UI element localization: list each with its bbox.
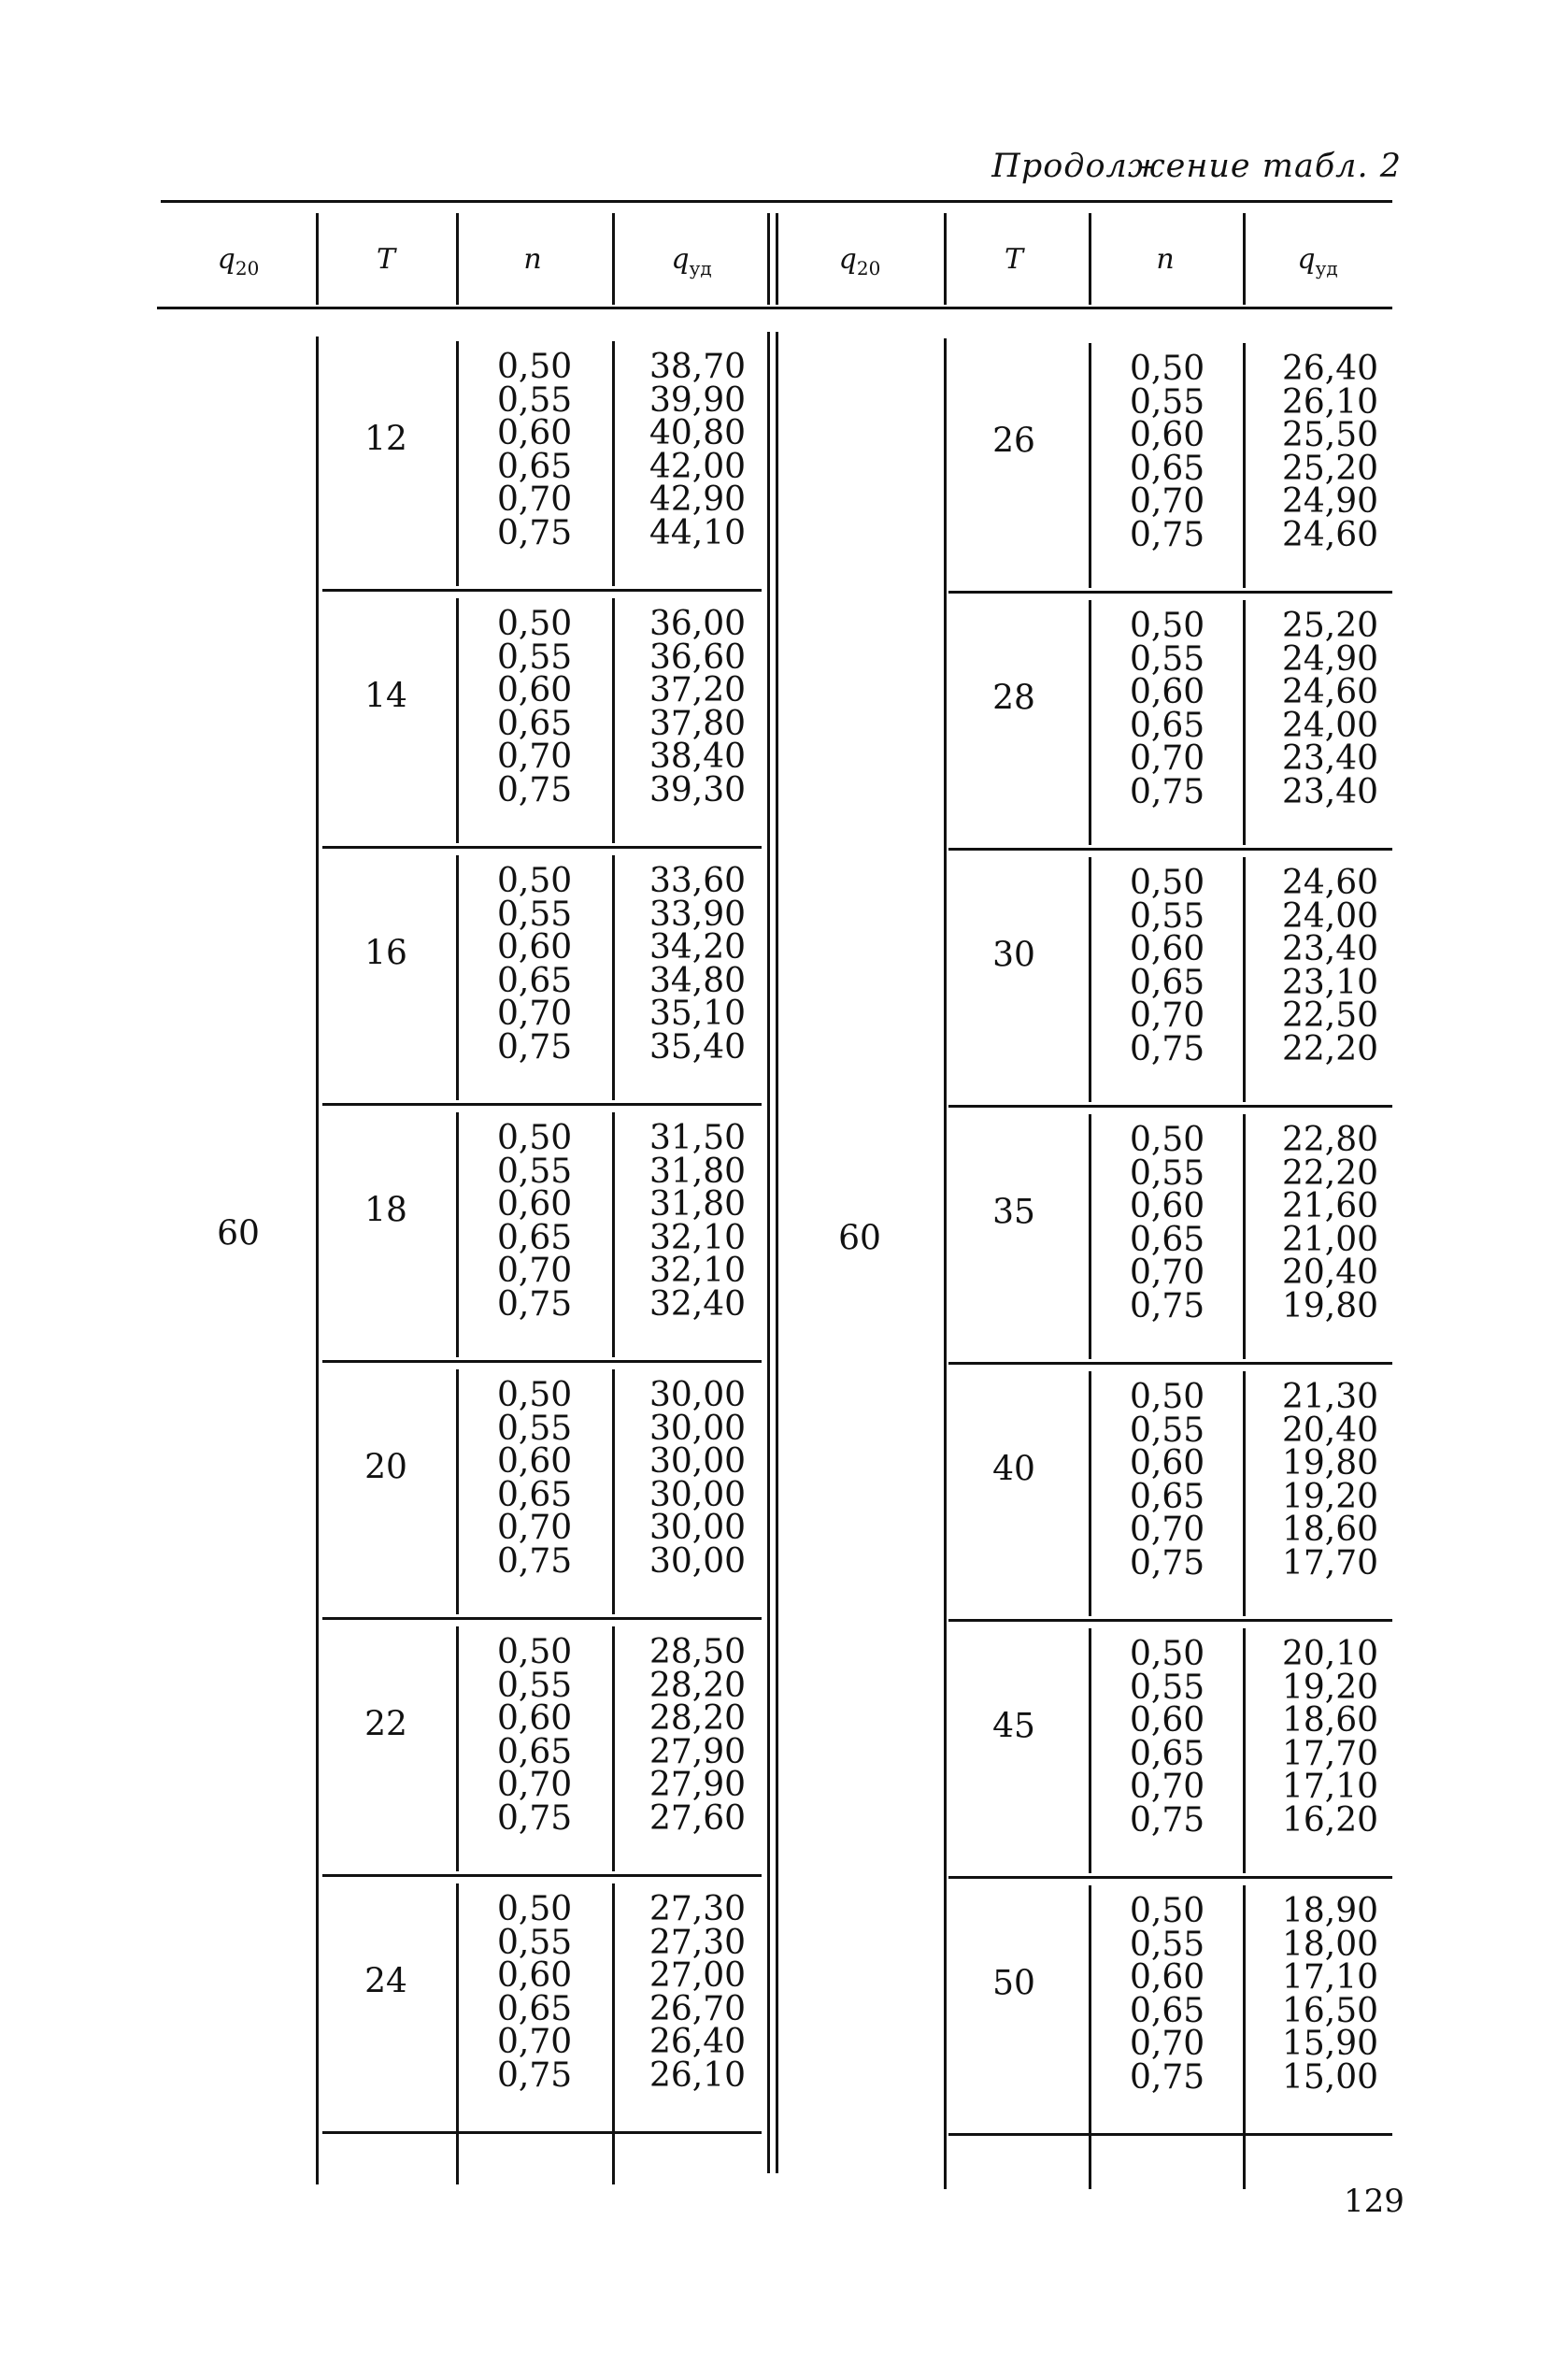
n-values: 0,50 0,55 0,60 0,65 0,70 0,75 [497, 605, 573, 809]
header-separator [1243, 213, 1246, 305]
T-value: 14 [364, 677, 407, 716]
T-value: 30 [992, 936, 1035, 975]
T-value: 40 [992, 1450, 1035, 1489]
n-values: 0,50 0,55 0,60 0,65 0,70 0,75 [497, 348, 573, 552]
qud-values: 38,70 39,90 40,80 42,00 42,90 44,10 [649, 348, 747, 552]
table-caption: Продолжение табл. 2 [991, 148, 1402, 185]
column-rule [1243, 857, 1246, 1102]
n-values: 0,50 0,55 0,60 0,65 0,70 0,75 [1130, 1378, 1205, 1582]
column-rule [612, 1369, 615, 1614]
column-rule [1243, 1114, 1246, 1359]
n-values: 0,50 0,55 0,60 0,65 0,70 0,75 [497, 862, 573, 1067]
qud-values: 31,50 31,80 31,80 32,10 32,10 32,40 [649, 1119, 747, 1324]
T-value: 16 [364, 934, 407, 973]
header-double-rule [767, 213, 770, 305]
column-rule [456, 598, 459, 843]
qud-values: 27,30 27,30 27,00 26,70 26,40 26,10 [649, 1890, 747, 2095]
column-rule [1243, 1371, 1246, 1616]
qud-values: 28,50 28,20 28,20 27,90 27,90 27,60 [649, 1633, 747, 1838]
group-rule [948, 1362, 1392, 1365]
T-value: 12 [364, 420, 407, 459]
n-values: 0,50 0,55 0,60 0,65 0,70 0,75 [1130, 864, 1205, 1068]
column-rule [456, 1883, 459, 2184]
n-values: 0,50 0,55 0,60 0,65 0,70 0,75 [1130, 350, 1205, 554]
header-q20: $q_{20}$ [217, 243, 260, 279]
group-rule [948, 2133, 1392, 2136]
n-values: 0,50 0,55 0,60 0,65 0,70 0,75 [497, 1119, 573, 1324]
qud-values: 33,60 33,90 34,20 34,80 35,10 35,40 [649, 862, 747, 1067]
group-rule [948, 848, 1392, 851]
qud-values: 18,90 18,00 17,10 16,50 15,90 15,00 [1282, 1892, 1379, 2097]
page-number: 129 [1344, 2183, 1404, 2220]
group-rule [948, 1105, 1392, 1108]
column-rule [612, 1883, 615, 2184]
column-rule [1089, 857, 1091, 1102]
column-rule [1089, 600, 1091, 845]
header-rule [157, 307, 1392, 309]
n-values: 0,50 0,55 0,60 0,65 0,70 0,75 [1130, 1635, 1205, 1840]
column-rule [612, 341, 615, 586]
column-rule [1243, 1628, 1246, 1873]
column-rule [1089, 1628, 1091, 1873]
q20-value: 60 [217, 1214, 260, 1253]
header-q20: $q_{20}$ [838, 243, 881, 279]
column-rule [1243, 1885, 1246, 2189]
column-rule [1089, 1885, 1091, 2189]
n-values: 0,50 0,55 0,60 0,65 0,70 0,75 [497, 1633, 573, 1838]
header-qud: $q_{уд}$ [1297, 243, 1338, 279]
header-double-rule [776, 213, 778, 305]
T-value: 26 [992, 422, 1035, 461]
column-rule [456, 1369, 459, 1614]
group-rule [322, 846, 762, 849]
T-value: 50 [992, 1964, 1035, 2003]
n-values: 0,50 0,55 0,60 0,65 0,70 0,75 [497, 1376, 573, 1581]
n-values: 0,50 0,55 0,60 0,65 0,70 0,75 [1130, 1121, 1205, 1325]
group-rule [948, 1876, 1392, 1879]
qud-values: 36,00 36,60 37,20 37,80 38,40 39,30 [649, 605, 747, 809]
header-T: T [376, 243, 396, 276]
column-rule [1243, 343, 1246, 588]
header-separator [944, 213, 947, 305]
column-rule [456, 855, 459, 1100]
T-value: 45 [992, 1707, 1035, 1746]
T-value: 35 [992, 1193, 1035, 1232]
n-values: 0,50 0,55 0,60 0,65 0,70 0,75 [1130, 1892, 1205, 2097]
column-rule [1243, 600, 1246, 845]
column-rule [1089, 1371, 1091, 1616]
qud-values: 24,60 24,00 23,40 23,10 22,50 22,20 [1282, 864, 1379, 1068]
header-separator [456, 213, 459, 305]
column-rule [612, 1626, 615, 1871]
header-qud: $q_{уд}$ [671, 243, 712, 279]
group-rule [322, 1103, 762, 1106]
column-rule [456, 341, 459, 586]
center-double-rule [776, 332, 778, 2173]
qud-values: 26,40 26,10 25,50 25,20 24,90 24,60 [1282, 350, 1379, 554]
header-T: T [1004, 243, 1024, 276]
header-n: n [523, 243, 542, 276]
header-separator [612, 213, 615, 305]
qud-values: 25,20 24,90 24,60 24,00 23,40 23,40 [1282, 607, 1379, 811]
n-values: 0,50 0,55 0,60 0,65 0,70 0,75 [497, 1890, 573, 2095]
top-rule [161, 200, 1392, 203]
group-rule [322, 1617, 762, 1620]
column-rule [316, 337, 319, 2184]
n-values: 0,50 0,55 0,60 0,65 0,70 0,75 [1130, 607, 1205, 811]
group-rule [948, 1619, 1392, 1622]
qud-values: 22,80 22,20 21,60 21,00 20,40 19,80 [1282, 1121, 1379, 1325]
column-rule [944, 338, 947, 2189]
qud-values: 30,00 30,00 30,00 30,00 30,00 30,00 [649, 1376, 747, 1581]
group-rule [948, 591, 1392, 594]
column-rule [1089, 343, 1091, 588]
group-rule [322, 589, 762, 592]
q20-value: 60 [838, 1219, 881, 1258]
column-rule [612, 855, 615, 1100]
column-rule [456, 1626, 459, 1871]
T-value: 24 [364, 1962, 407, 2001]
group-rule [322, 1360, 762, 1363]
column-rule [612, 598, 615, 843]
qud-values: 20,10 19,20 18,60 17,70 17,10 16,20 [1282, 1635, 1379, 1840]
group-rule [322, 1874, 762, 1877]
column-rule [456, 1112, 459, 1357]
header-n: n [1156, 243, 1175, 276]
qud-values: 21,30 20,40 19,80 19,20 18,60 17,70 [1282, 1378, 1379, 1582]
T-value: 18 [364, 1191, 407, 1230]
column-rule [612, 1112, 615, 1357]
center-double-rule [767, 332, 770, 2173]
header-separator [316, 213, 319, 305]
header-separator [1089, 213, 1091, 305]
T-value: 28 [992, 679, 1035, 718]
group-rule [322, 2131, 762, 2134]
column-rule [1089, 1114, 1091, 1359]
T-value: 22 [364, 1705, 407, 1744]
T-value: 20 [364, 1448, 407, 1487]
